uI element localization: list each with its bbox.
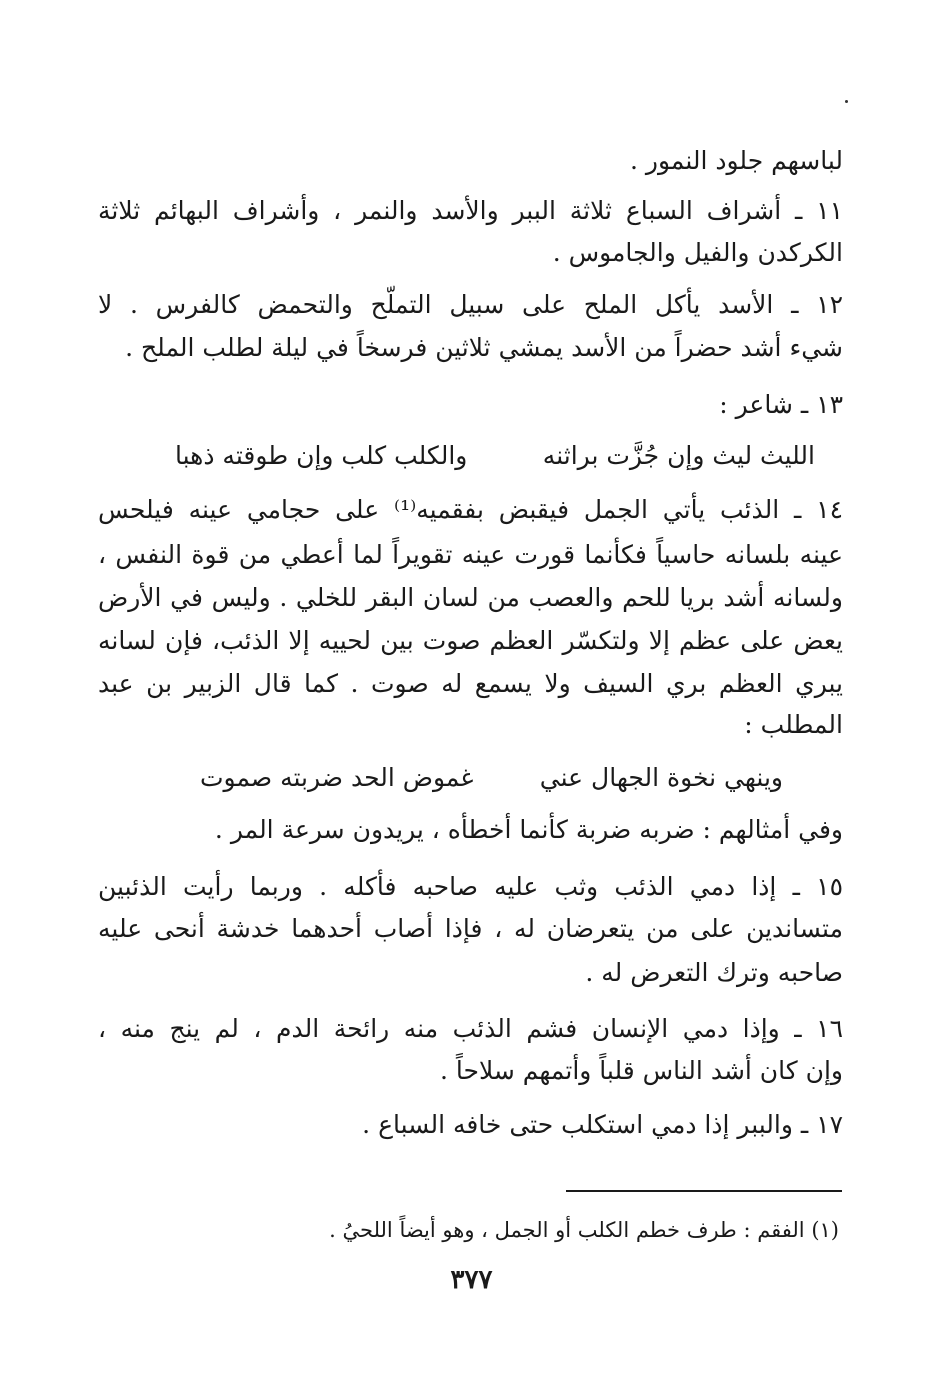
verse-hemistich-first: الليث ليث وإن جُزَّت براثنه — [542, 441, 815, 470]
text-line: ١٧ ـ والببر إذا دمي استكلب حتى خافه السباع . — [362, 1110, 843, 1139]
text-line: ١٥ ـ إذا دمي الذئب وثب عليه صاحبه فأكله . وربما رأيت الذئبين — [98, 872, 843, 901]
text-line: يعض على عظم إلا ولتكسّر العظم صوت بين لحييه إلا الذئب، فإن لسانه — [98, 626, 843, 655]
text-line: ١٣ ـ شاعر : — [719, 390, 843, 419]
verse-hemistich-first: وينهي نخوة الجهال عني — [539, 763, 783, 792]
text-line: ولسانه أشد بريا للحم والعصب من لسان البقر للخلي . وليس في الأرض — [98, 583, 843, 612]
page-number: ٣٧٧ — [450, 1265, 493, 1295]
text-line: يبري العظم بري السيف ولا يسمع له صوت . كما قال الزبير بن عبد — [98, 669, 843, 698]
text-line: ١٢ ـ الأسد يأكل الملح على سبيل التملّح والتحمض كالفرس . لا — [98, 290, 843, 319]
text-line: ١١ ـ أشراف السباع ثلاثة الببر والأسد والنمر ، وأشراف البهائم ثلاثة — [98, 196, 843, 225]
text-line: الكركدن والفيل والجاموس . — [552, 238, 843, 267]
text-line: المطلب : — [744, 710, 843, 739]
footnote: (١) الفقم : طرف خطم الكلب أو الجمل ، وهو أيضاً اللحيُ . — [329, 1218, 839, 1242]
text-line: وإن كان أشد الناس قلباً وأتمهم سلاحاً . — [439, 1056, 843, 1085]
text-line: شيء أشد حضراً من الأسد يمشي ثلاثين فرسخاً في ليلة لطلب الملح . — [125, 333, 843, 362]
text-line: لباسهم جلود النمور . — [629, 146, 843, 175]
verse-hemistich-second: والكلب كلب وإن طوقته ذهبا — [175, 441, 468, 470]
text-line: ١٦ ـ وإذا دمي الإنسان فشم الذئب منه رائحة الدم ، لم ينج منه ، — [98, 1014, 843, 1043]
text-line: عينه بلسانه حاسياً فكأنما قورت عينه تقويراً لما أعطي من قوة النفس ، — [98, 540, 843, 569]
text-line: ١٤ ـ الذئب يأتي الجمل فيقبض بفقميه⁽¹⁾ على حجامي عينه فيلحس — [98, 495, 843, 524]
text-line: وفي أمثالهم : ضربه ضربة كأنما أخطأه ، يريدون سرعة المر . — [214, 815, 843, 844]
text-line: متساندين على من يتعرضان له ، فإذا أصاب أحدهما خدشة أنحى عليه — [98, 914, 843, 943]
verse-hemistich-second: غموض الحد ضربته صموت — [200, 763, 474, 792]
text-line: صاحبه وترك التعرض له . — [585, 958, 843, 987]
footnote-separator — [566, 1190, 842, 1192]
speck — [845, 100, 848, 103]
